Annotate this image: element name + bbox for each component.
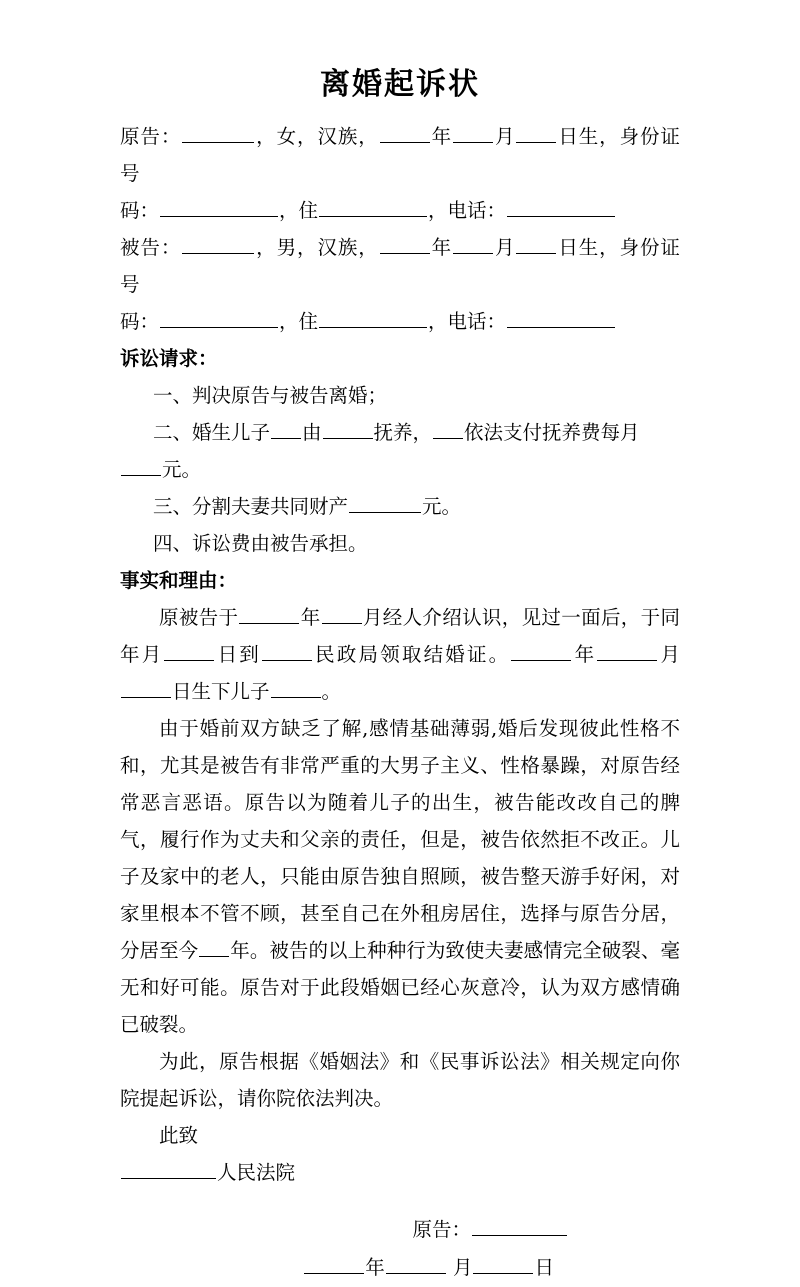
claim-item-3 xyxy=(120,488,680,525)
facts-1-text-d: 日到 xyxy=(215,642,261,666)
document-body xyxy=(120,118,680,1287)
closing-phrase: 此致 xyxy=(159,1123,199,1147)
facts-1-text-c: 月经人介绍认识，见过一面后，于同年月 xyxy=(120,605,680,666)
claim-2-text-a: 二、婚生儿子 xyxy=(153,420,271,444)
claim-3-text-a: 三、分割夫妻共同财产 xyxy=(153,494,349,518)
facts-2-text-b: 年。被告的以上种种行为致使夫妻感情完全破裂、毫无和好可能。原告对于此段婚姻已经心灰意冷，认为双方感情确已破裂。 xyxy=(120,938,680,1036)
defendant-birth-year-blank[interactable] xyxy=(380,236,430,254)
defendant-label: 被告： xyxy=(120,235,182,259)
civil-affairs-bureau-blank[interactable] xyxy=(262,643,312,661)
meeting-month-blank[interactable] xyxy=(322,606,362,624)
defendant-id-label: 日生，身份证号 xyxy=(120,235,680,296)
defendant-id-blank[interactable] xyxy=(160,310,278,328)
court-line xyxy=(120,1154,680,1191)
signature-plaintiff-label: 原告： xyxy=(412,1217,471,1241)
signature-day-label: 日 xyxy=(534,1255,554,1279)
claim-2-payer-blank[interactable] xyxy=(433,421,463,439)
defendant-birth-day-blank[interactable] xyxy=(516,236,556,254)
plaintiff-month-label: 月 xyxy=(494,124,516,148)
defendant-line-1 xyxy=(120,229,680,303)
facts-1-text-a: 原被告于 xyxy=(159,605,239,629)
child-birth-year-blank[interactable] xyxy=(511,643,571,661)
plaintiff-phone-label: ，电话： xyxy=(428,198,507,222)
claim-2-amount-blank[interactable] xyxy=(121,458,161,476)
plaintiff-birth-day-blank[interactable] xyxy=(516,125,556,143)
page-title: 离婚起诉状 xyxy=(320,67,480,102)
claim-item-1: 一、判决原告与被告离婚； xyxy=(153,383,388,407)
facts-1-text-f: 年 xyxy=(572,642,597,666)
plaintiff-address-blank[interactable] xyxy=(319,199,427,217)
defendant-gender-ethnicity: ，男，汉族， xyxy=(255,235,379,259)
facts-1-text-g: 月 xyxy=(658,642,680,666)
plaintiff-birth-year-blank[interactable] xyxy=(380,125,430,143)
plaintiff-id-continued-label: 码： xyxy=(120,198,160,222)
plaintiff-birth-month-blank[interactable] xyxy=(453,125,493,143)
facts-2-text-a: 由于婚前双方缺乏了解,感情基础薄弱,婚后发现彼此性格不和，尤其是被告有非常严重的大男子主义、性格暴躁，对原告经常恶言恶语。原告以为随着儿子的出生，被告能改改自己的脾气，履行作为丈夫和父亲的责任，但是，被告依然拒不改正。儿子及家中的老人，只能由原告独自照顾，被告整天游手好闲，对家里根本不管不顾，甚至自己在外租房居住，选择与原告分居，分居至今 xyxy=(120,716,680,962)
signature-month-blank[interactable] xyxy=(386,1256,446,1274)
court-suffix-label: 人民法院 xyxy=(217,1160,296,1184)
facts-1-text-b: 年 xyxy=(300,605,321,629)
defendant-line-2 xyxy=(120,303,680,340)
facts-paragraph-2 xyxy=(120,710,680,1043)
claim-2-text-b: 由 xyxy=(302,420,322,444)
facts-paragraph-3: 为此，原告根据《婚姻法》和《民事诉讼法》相关规定向你院提起诉讼，请你院依法判决。 xyxy=(120,1049,680,1110)
marriage-day-blank[interactable] xyxy=(164,643,214,661)
claim-2-text-c: 抚养， xyxy=(373,420,433,444)
child-birth-day-blank[interactable] xyxy=(121,680,171,698)
plaintiff-id-blank[interactable] xyxy=(160,199,278,217)
defendant-id-continued-label: 码： xyxy=(120,309,160,333)
meeting-year-blank[interactable] xyxy=(239,606,299,624)
signature-month-label: 月 xyxy=(452,1255,473,1279)
separation-years-blank[interactable] xyxy=(199,939,229,957)
signature-year-blank[interactable] xyxy=(304,1256,364,1274)
plaintiff-phone-blank[interactable] xyxy=(507,199,615,217)
claims-heading: 诉讼请求： xyxy=(120,346,218,370)
signature-year-label: 年 xyxy=(365,1255,385,1279)
plaintiff-label: 原告： xyxy=(120,124,182,148)
facts-1-text-h: 日生下儿子 xyxy=(172,679,270,703)
facts-1-text-i: 。 xyxy=(321,679,342,703)
claim-2-text-e: 元。 xyxy=(162,457,202,481)
signature-block xyxy=(120,1211,680,1287)
claim-item-4: 四、诉讼费由被告承担。 xyxy=(153,531,368,555)
facts-paragraph-1 xyxy=(120,599,680,710)
plaintiff-address-label: ，住 xyxy=(279,198,319,222)
court-name-blank[interactable] xyxy=(121,1161,216,1179)
child-birth-month-blank[interactable] xyxy=(597,643,657,661)
defendant-address-label: ，住 xyxy=(279,309,319,333)
signature-date-line xyxy=(120,1249,568,1287)
claim-2-custodian-blank[interactable] xyxy=(323,421,373,439)
claim-2-child-blank[interactable] xyxy=(271,421,301,439)
defendant-name-blank[interactable] xyxy=(182,236,254,254)
defendant-phone-label: ，电话： xyxy=(428,309,507,333)
claim-item-2 xyxy=(120,414,680,488)
plaintiff-year-label: 年 xyxy=(430,124,453,148)
signature-plaintiff-line xyxy=(120,1211,568,1249)
plaintiff-name-blank[interactable] xyxy=(182,125,254,143)
plaintiff-id-label: 日生，身份证号 xyxy=(120,124,680,185)
claim-3-text-b: 元。 xyxy=(422,494,462,518)
claim-3-property-amount-blank[interactable] xyxy=(349,495,421,513)
defendant-month-label: 月 xyxy=(494,235,516,259)
claim-2-text-d: 依法支付抚养费每月 xyxy=(464,420,640,444)
plaintiff-gender-ethnicity: ，女，汉族， xyxy=(255,124,379,148)
signature-day-blank[interactable] xyxy=(473,1256,533,1274)
plaintiff-line-1 xyxy=(120,118,680,192)
facts-1-text-e: 民政局领取结婚证。 xyxy=(312,642,511,666)
defendant-address-blank[interactable] xyxy=(319,310,427,328)
signature-plaintiff-blank[interactable] xyxy=(472,1218,567,1236)
defendant-phone-blank[interactable] xyxy=(507,310,615,328)
defendant-year-label: 年 xyxy=(430,235,453,259)
child-name-blank[interactable] xyxy=(271,680,321,698)
defendant-birth-month-blank[interactable] xyxy=(453,236,493,254)
facts-heading: 事实和理由： xyxy=(120,568,238,592)
plaintiff-line-2 xyxy=(120,192,680,229)
